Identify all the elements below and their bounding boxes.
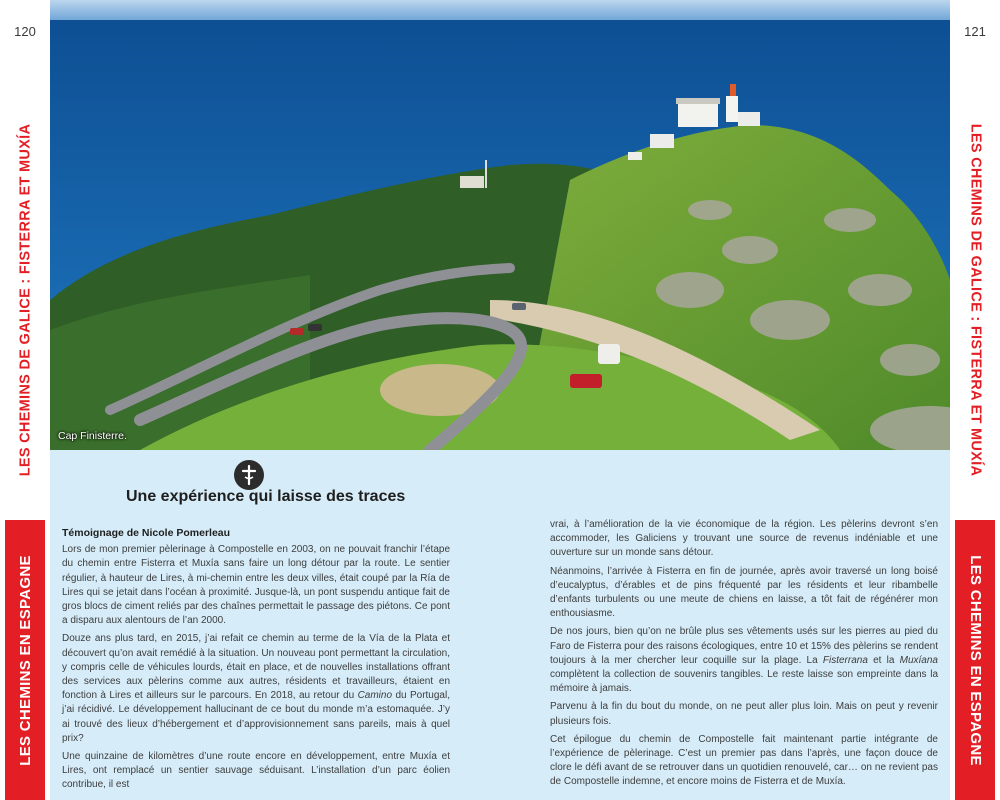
section-tab-left-text: LES CHEMINS EN ESPAGNE: [16, 554, 34, 766]
photo-caption: Cap Finisterre.: [58, 430, 127, 442]
paragraph: De nos jours, bien qu’on ne brûle plus ses vêtements usés sur les pierres au pied du Faro de Fisterra pour des raisons écologiques, entre 10 et 15% des pèlerins se rendent toujours à la mer chercher leur coquille sur la plage. La Fisterrana et la Muxíana complètent la collection de souvenirs tangibles. Le reste laisse son empreinte dans la mémoire à jamais.: [550, 626, 938, 695]
page-number-left: 120: [14, 24, 36, 39]
right-margin: [950, 0, 1000, 800]
paragraph: Lors de mon premier pèlerinage à Compostelle en 2003, on ne pouvait franchir l’étape du chemin entre Fisterra et Muxía sans faire un long détour par la route. Le sentier régulier, à hauteur de Lires, à mi-chemin entre les deux villes, était coupé par la Ría de Lires qui se jetait dans l’océan à proximité. Jusque-là, un pont suspendu antique fait de gros blocs de ciment reliés par des chaînes permettait le passage des piétons. Ce pont a disparu aux alentours de l’an 2000.: [62, 544, 450, 627]
running-title-left: [0, 100, 50, 500]
paragraph: Cet épilogue du chemin de Compostelle fait maintenant partie intégrante de l’expérience de pèlerinage. C’est un premier pas dans l’après, une façon douce de clore le défi avant de se retrouver dans un quotidien renouvelé, car… on ne revient pas de Compostelle indemne, et encore moins de Fisterra et de Muxía.: [550, 733, 938, 788]
paragraph: Néanmoins, l’arrivée à Fisterra en fin de journée, après avoir traversé un long boisé d’eucalyptus, d’érables et de pins fréquenté par les résidents et leur ribambelle d’enfants turbulents ou une meute de chiens en laisse, a tôt fait de régénérer mon enthousiasme.: [550, 565, 938, 620]
left-margin: [0, 0, 50, 800]
page-number-right: 121: [964, 24, 986, 39]
paragraph: Parvenu à la fin du bout du monde, on ne peut aller plus loin. Mais on peut y revenir plusieurs fois.: [550, 701, 938, 727]
pilgrim-cross-emblem-icon: [234, 460, 264, 490]
paragraph: vrai, à l’amélioration de la vie économique de la région. Les pèlerins devront s’en accommoder, les Galiciens y trouvant une source de revenus indéniable et une ouverture sur un monde sans détour.: [550, 519, 938, 559]
testimony-box: [50, 450, 950, 800]
cape-finisterre-photo: [50, 0, 950, 450]
box-title: Une expérience qui laisse des traces: [126, 488, 406, 505]
running-title-right: [950, 100, 1000, 500]
running-title-right-text: LES CHEMINS DE GALICE : FISTERRA ET MUXÍA: [967, 123, 983, 477]
paragraph: Douze ans plus tard, en 2015, j’ai refait ce chemin au terme de la Vía de la Plata et découvert qu’on avait remédié à la situation. Un nouveau pont permettant la circulation, y compris celle de véhicules lourds, était en place, et de nouvelles installations offrant des services aux pèlerins comme aux autres, résidents et travailleurs, étaient en fonction à Lires et ailleurs sur le parcours. En 2018, au retour du Camino du Portugal, j’ai récidivé. Le développement hallucinant de ce bout du monde m’a estomaquée. J’y ai trouvé des lieux d’hébergement et d’approvisionnement sans pareils, mais à quel prix?: [62, 633, 450, 744]
text-column-right: [550, 518, 938, 794]
testimony-author: Témoignage de Nicole Pomerleau: [62, 527, 231, 539]
section-tab-left-label: [0, 520, 50, 800]
paragraph: Une quinzaine de kilomètres d’une route encore en développement, entre Muxía et Lires, ont remplacé un sentier sauvage séduisant. L’installation d’un parc éolien contribue, il est: [62, 751, 450, 791]
running-title-left-text: LES CHEMINS DE GALICE : FISTERRA ET MUXÍA: [17, 123, 33, 477]
lighthouse-landscape-photo: [50, 0, 950, 450]
section-tab-right-label: [950, 520, 1000, 800]
text-column-left: [62, 526, 450, 797]
santiago-cross-icon: [239, 464, 259, 486]
section-tab-right-text: LES CHEMINS EN ESPAGNE: [966, 554, 984, 766]
